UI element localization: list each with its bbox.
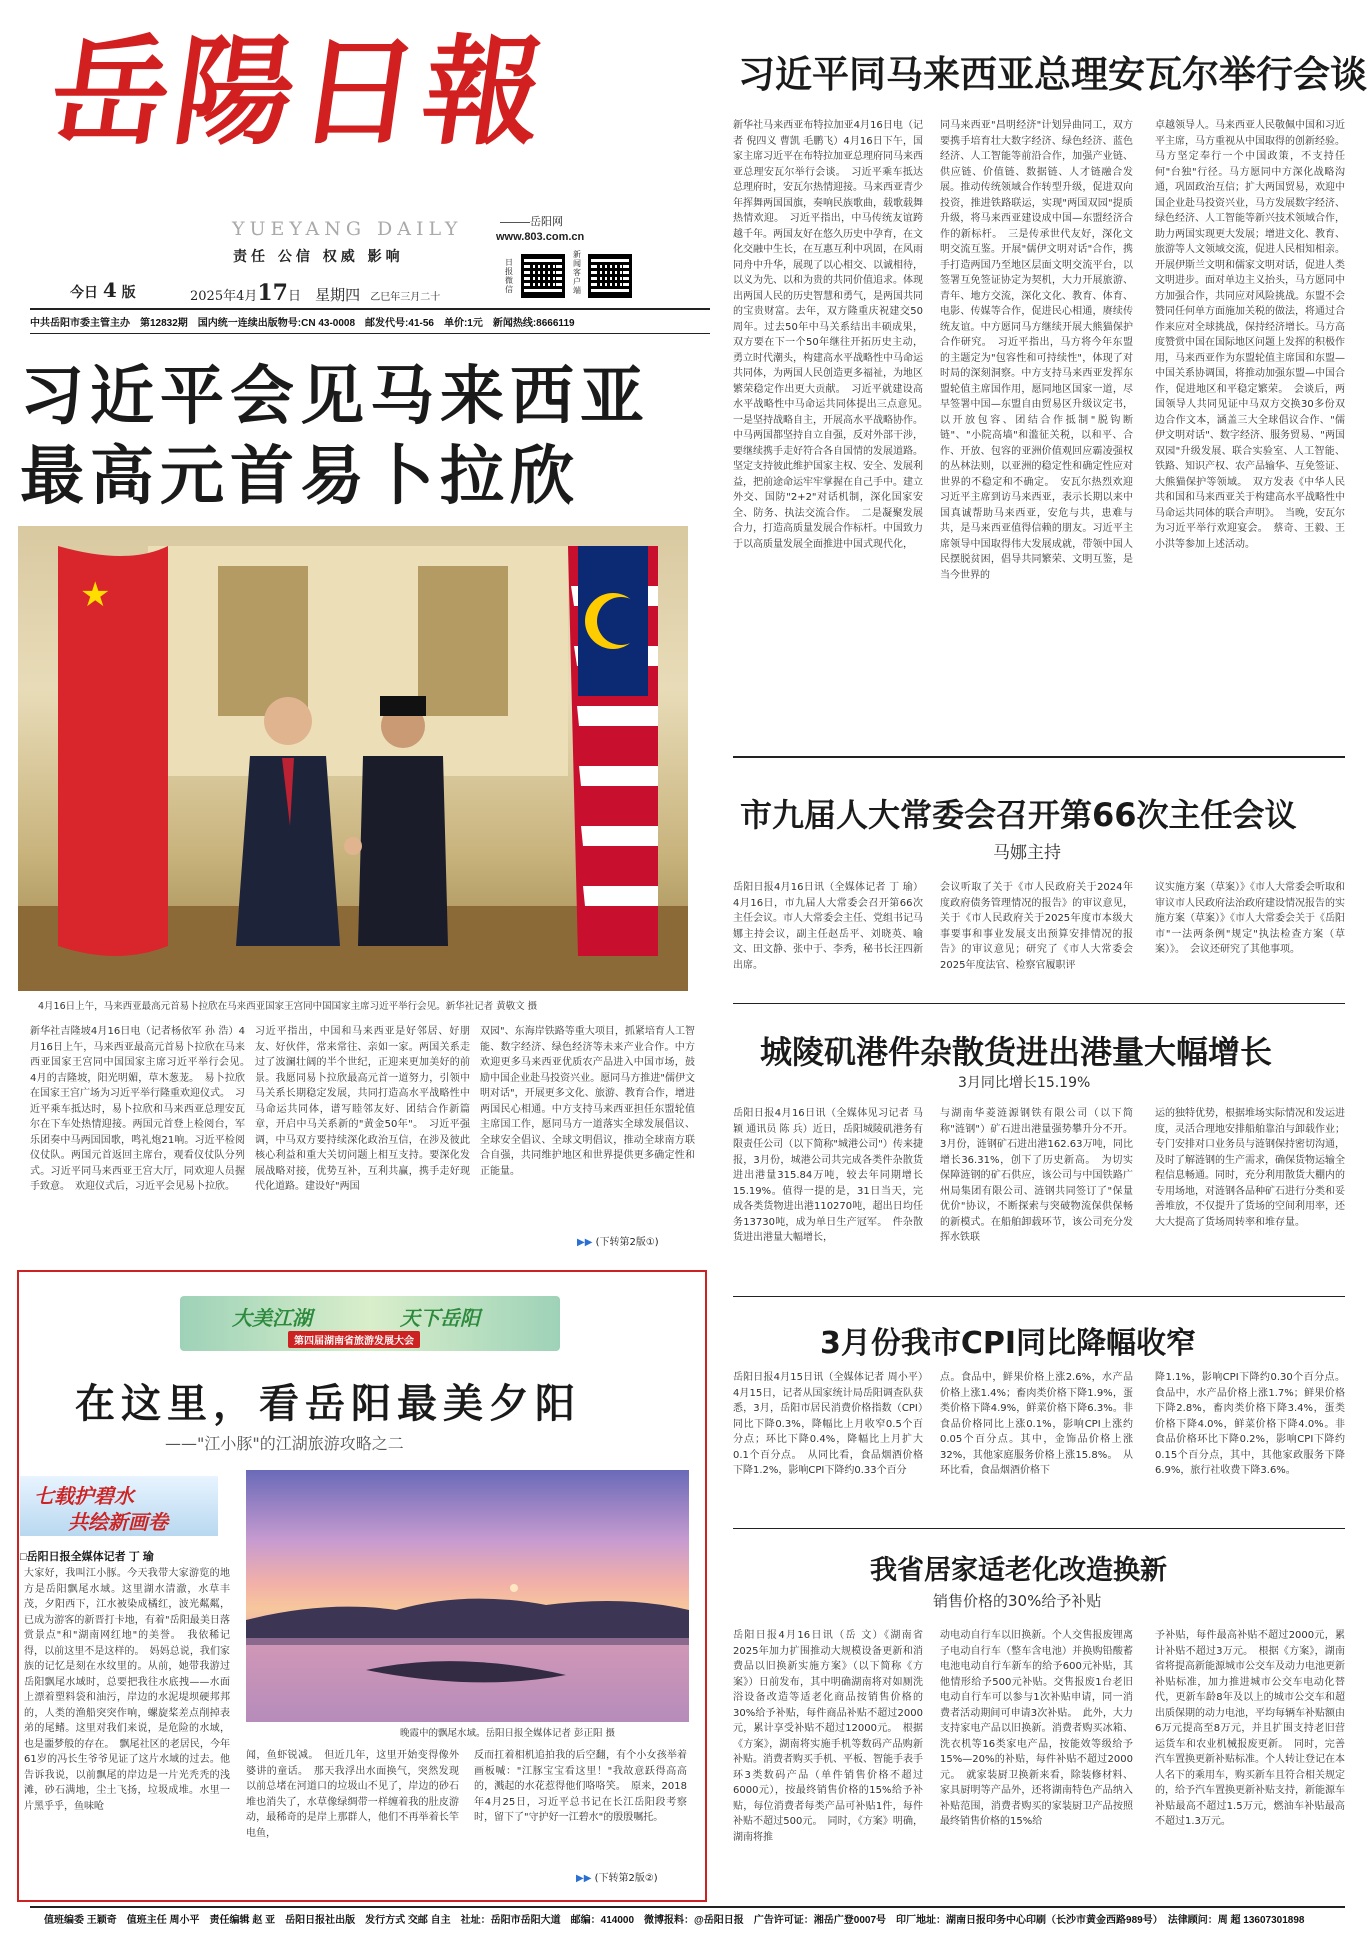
npc-col3: 议实施方案（草案）》《市人大常委会听取和审议市人民政府法治政府建设情况报告的实施方案（草案）》《市人大常委会关于《岳阳市"一法两条例"规定"执法检查方案（草案）》。 会议还研究了其他事项。 [1155, 882, 1345, 955]
tourism-col3: 反而扛着相机追拍我的后空翻，有个小女孩举着画板喊："江豚宝宝看这里！"我故意跃得高高的，溅起的水花惹得他们咯咯笑。 原来，2018年4月25日，习近平总书记在长江岳阳段考察时，留下了"守护好一江碧水"的殷殷嘱托。 [474, 1750, 687, 1823]
rule-port [733, 1003, 1345, 1004]
sunset-photo [246, 1470, 689, 1722]
logo-pinyin: YUEYANG DAILY [232, 218, 463, 240]
logo-motto: 责任 公信 权威 影响 [233, 249, 404, 265]
lead-continue [577, 1233, 659, 1248]
sunset-illustration [246, 1470, 689, 1722]
campaign-logo-line2: 共绘新画卷 [68, 1510, 168, 1534]
port-title: 城陵矶港件杂散货进出港量大幅增长 [760, 1033, 1273, 1071]
lead-title-line1: 习近平会见马来西亚 [20, 360, 650, 434]
npc-title: 市九届人大常委会召开第66次主任会议 [740, 796, 1297, 834]
date-suffix: 日 [287, 289, 301, 304]
talks-col3: 卓越领导人。马来西亚人民敬佩中国和习近平主席，马方重视从中国取得的创新经验。马方坚定奉行一个中国政策，不支持任何"台独"行径。马方愿同中方深化战略沟通，巩固政治互信；扩大两国贸易，欢迎中国企业赴马投资兴业，马方发展数字经济、绿色经济、人工智能等新兴技术领域合作，助力两国实现更大发展；增进文化、教育、旅游等人文领域交流，促进人民相知相亲。开展伊斯兰文明和儒家文明对话，促进人类文明进步。面对单边主义抬头，马方愿同中方加强合作，共同应对风险挑战。东盟不会赞同任何单方面施加关税的做法，将通过合作来应对全球挑战，保持经济增长。马方高度赞赏中国在国际地区问题上发挥的积极作用，马来西亚作为东盟轮值主席国和东盟—中国关系协调国，将推动加强东盟—中国合作，促进地区和平稳定繁荣。 会谈后，两国领导人共同见证中马双方交换30多份双边合作文本，涵盖三大全球倡议合作、"儒伊文明对话"、数字经济、服务贸易、"两国双园"升级发展、联合实验室、人工智能、铁路、知识产权、农产品输华、互免签证、大熊猫保护等领域。 双方发表《中华人民共和国和马来西亚关于构建高水平战略性中马命运共同体的联合声明》。 当晚，安瓦尔为习近平举行欢迎宴会。 蔡奇、王毅、王小洪等参加上述活动。 [1155, 120, 1345, 550]
aging-col1: 岳阳日报4月16日讯（岳 文）《湖南省2025年加力扩围推动大规模设备更新和消费品以旧换新实施方案》（以下简称《方案》）日前发布，其中明确湖南将对如厕洗浴设备改造等适老化商品按销售价格的30%给予补贴，每件商品补贴不超过2000元，累计享受补贴不超过12000元。 根据《方案》，湖南将实施手机等数码产品购新补贴。消费者购买手机、平板、智能手表手环3类数码产品（单件销售价格不超过6000元），按最终销售价格的15%给予补贴，每位消费者每类产品可补贴1件，每件补贴不超过500元。 同时，《方案》明确，湖南将推 [733, 1630, 923, 1843]
pages-suffix: 版 [121, 285, 136, 301]
talks-title: 习近平同马来西亚总理安瓦尔举行会谈 [738, 53, 1367, 96]
npc-col2: 会议听取了关于《市人民政府关于2024年度政府债务管理情况的报告》的审议意见，关于《市人民政府关于2025年度市本级大事要事和事业发展支出预算安排情况的报告》的审议意见；研究了《市人大常委会2025年度法官、检察官履职评 [940, 882, 1133, 971]
aging-subtitle: 销售价格的30%给予补贴 [933, 1592, 1102, 1610]
campaign-logo-line1: 七载护碧水 [34, 1484, 134, 1508]
weekday: 星期四 [315, 286, 361, 304]
continue-arrow-icon: ▶▶ [577, 1237, 593, 1248]
qr2-label: 新闻客户端 [573, 250, 581, 295]
lead-continue-label[interactable]: (下转第2版①) [595, 1237, 659, 1248]
continue-arrow-icon: ▶▶ [576, 1873, 592, 1884]
npc-subtitle: 马娜主持 [993, 843, 1061, 863]
port-col2: 与湖南华菱涟源钢铁有限公司（以下简称"涟钢"）矿石进出港量强势攀升分不开。3月份，涟钢矿石进出港162.63万吨，同比增长36.31%，创下了历史新高。 为切实保障涟钢的矿石供应，该公司与中国铁路广州局集团有限公司、涟钢共同签订了"保量优价"协议，不断探索与突破物流保供保畅的新模式。在船舶卸载环节，该公司充分发挥水铁联 [940, 1108, 1133, 1243]
tourism-subtitle: ——"江小豚"的江湖旅游攻略之二 [165, 1434, 404, 1453]
banner-left: 大美江湖 [232, 1306, 312, 1330]
qr1-label: 日报微信 [505, 258, 513, 294]
footer-rule [30, 1906, 1345, 1908]
lead-col3: 双园"、东海岸铁路等重大项目，抓紧培育人工智能、数字经济、绿色经济等未来产业合作。中方欢迎更多马来西亚优质农产品进入中国市场，鼓励中国企业赴马投资兴业。愿同马方推进"儒伊文明对话"，开展更多文化、旅游、教育合作，增进两国民心相通。中方支持马来西亚担任东盟轮值主席国工作，愿同马方一道落实全球发展倡议、全球安全倡议、全球文明倡议，推动全球南方联合自强，共同维护地区和世界提供更多确定性和正能量。 [480, 1026, 695, 1177]
lead-col2: 习近平指出，中国和马来西亚是好邻居、好朋友、好伙伴，常来常往、亲如一家。两国关系走过了波澜壮阔的半个世纪，正迎来更加美好的前景。我愿同易卜拉欣最高元首一道努力，引领中马关系长期稳定发展，共同打造高水平战略性中马命运共同体，谱写睦邻友好、团结合作新篇章，开启中马关系新的"黄金50年"。 习近平强调，中马双方要持续深化政治互信，在涉及彼此核心利益和重大关切问题上相互支持。要深化发展战略对接，优势互补，互利共赢，携手走好现代化道路。建设好"两国 [255, 1026, 470, 1192]
aging-title: 我省居家适老化改造换新 [870, 1555, 1167, 1586]
port-subtitle: 3月同比增长15.19% [958, 1075, 1091, 1091]
date-day: 17 [257, 280, 288, 306]
aging-col3: 予补贴，每件最高补贴不超过2000元，累计补贴不超过3万元。 根据《方案》，湖南省将提高新能源城市公交车及动力电池更新补贴标准，加力推进城市公交车电动化替代，更新车龄8年及以上的城市公交车和超出质保期的动力电池，平均每辆车补贴额由6万元提高至8万元，并且扩围支持老旧营运货车和农业机械报废更新。 同时，完善汽车置换更新补贴标准。个人转让登记在本人名下的乘用车，购买新车且符合相关规定的，给予汽车置换更新补贴支持，新能源车补贴最高不超过1.5万元，燃油车补贴最高不超过1.3万元。 [1155, 1630, 1345, 1827]
lead-title-line2: 最高元首易卜拉欣 [20, 440, 580, 514]
tourism-byline: □岳阳日报全媒体记者 丁 瑜 [20, 1551, 154, 1563]
cpi-col3: 降1.1%，影响CPI下降约0.30个百分点。食品中，水产品价格上涨1.7%；鲜果价格下降2.8%，畜肉类价格下降3.4%，蛋类价格下降4.0%，鲜菜价格下降4.0%。非食品价格环比下降0.2%，影响CPI下降约0.15个百分点，其中，其他家政服务下降6.9%，旅行社收费下降3.6%。 [1155, 1372, 1345, 1476]
newspaper-logo: 岳陽日報 [42, 22, 558, 161]
cpi-col2: 点。食品中，鲜果价格上涨2.6%，水产品价格上涨1.4%；畜肉类价格下降1.9%，蛋类价格下降4.9%，鲜菜价格下降6.3%。非食品价格同比上涨0.1%，影响CPI上涨约0.05个百分点。其中，金饰品价格上涨32%，其他家庭服务价格上涨15.8%。 从环比看，食品烟酒价格下 [940, 1372, 1133, 1476]
wechat-qr-code[interactable] [521, 254, 565, 298]
talks-col2: 同马来西亚"昌明经济"计划异曲同工，双方要携手培育壮大数字经济、绿色经济、蓝色经济、人工智能等前沿合作，加强产业链、供应链、价值链、数据链、人才链融合发展。推动传统领域合作转型升级，促进双向投资，推进铁路联运，实现"两国双园"提质升级，将马来西亚建设成中国—东盟经济合作的新标杆。 三是传承世代友好，深化文明交流互鉴。开展"儒伊文明对话"合作，携手打造两国乃至地区层面文明交流平台，以签署互免签证协定为契机，大力开展旅游、青年、地方交流，深化文化、教育、体育、电影、传媒等合作，促进民心相通，赓续传统友谊。中方愿同马方继续开展大熊猫保护合作研究。 习近平指出，马方将今年东盟的主题定为"包容性和可持续性"，体现了对时局的深刻洞察。中方支持马来西亚发挥东盟轮值主席国作用，愿同地区国家一道，尽早签署中国—东盟自由贸易区升级议定书，以开放包容、团结合作抵制"脱钩断链"、"小院高墙"和滥征关税，以和平、合作、开放、包容的亚洲价值观回应霸凌强权的丛林法则，以亚洲的稳定性和确定性应对世界的不稳定和不确定。 安瓦尔热烈欢迎习近平主席到访马来西亚，表示长期以来中国真诚帮助马来西亚，安危与共，患难与共，是马来西亚值得信赖的朋友。习近平主席领导中国取得伟大发展成就，带领中国人民摆脱贫困，倡导共同繁荣、文明互鉴，是当今世界的 [940, 120, 1133, 581]
issue-date [190, 280, 440, 306]
footer-imprint: 值班编委 王颖奇 值班主任 周小平 责任编辑 赵 亚 岳阳日报社出版 发行方式 交邮 自主 社址：岳阳市岳阳大道 邮编：414000 微博报料：@岳阳日报 广告许可证：湘岳广登0007号 印厂地址：湖南日报印务中心印刷（长沙市黄金西路989号） 法律顾问：周 超 13607301898 [44, 1915, 1305, 1926]
site-name: 岳阳网 [530, 216, 563, 228]
lead-col1: 新华社吉隆坡4月16日电（记者杨依军 孙 浩）4月16日上午，马来西亚最高元首易卜拉欣在马来西亚国家王宫同中国国家主席习近平举行会见。 4月的吉隆坡，阳光明媚，草木葱茏。 易卜拉欣在国家王宫广场为习近平举行隆重欢迎仪式。 习近平乘车抵达时，易卜拉欣和马来西亚总理安瓦尔在下车处热情迎接。两国元首登上检阅台，军乐团奏中马两国国歌，鸣礼炮21响。习近平检阅仪仗队。两国元首返回主席台，观看仪仗队分列式。习近平同马来西亚王宫大厅，同欢迎人员握手致意。 欢迎仪式后，习近平会见易卜拉欣。 [30, 1026, 255, 1192]
masthead [0, 0, 730, 306]
lead-photo [18, 526, 688, 991]
tourism-col1: 大家好，我叫江小豚。今天我带大家游览的地方是岳阳飘尾水域。这里湖水清澈，水草丰茂，夕阳西下，江水被染成橘红，波光粼粼，已成为游客的新晋打卡地，有着"岳阳最美日落赏景点"和"湖南网红地"的美誉。 我依稀记得，以前这里不是这样的。 妈妈总说，我们家族的记忆是刻在水纹里的。从前，她带我游过岳阳飘尾水域时，总要把我往水底拽——水面上漂着塑料袋和油污，岸边的水泥堤坝硬邦邦的，人类的渔船突突作响，螺旋桨差点削掉表弟的尾鳍。这里对我们来说，是危险的水域，也是噩梦般的存在。 飘尾社区的老居民，今年61岁的冯长生爷爷见证了这片水域的过去。他告诉我说，以前飘尾的岸边是一片光秃秃的浅滩，砂石满地，尘土飞扬，垃圾成堆。水里一片黑乎乎，鱼味呛 [24, 1568, 230, 1812]
cpi-title: 3月份我市CPI同比降幅收窄 [820, 1326, 1197, 1361]
campaign-logo [20, 1476, 218, 1536]
pages-prefix: 今日 [70, 285, 98, 301]
rule-cpi [733, 1296, 1345, 1297]
port-col3: 运的独特优势，根据堆场实际情况和发运进度，灵活合理地安排船舶靠泊与卸载作业；专门安排对口业务员与涟钢保持密切沟通，及时了解涟钢的生产需求，确保货物运输全程信息畅通。同时，充分利用散货大棚内的专用场地，对涟钢各品种矿石进行分类和妥善堆放，不仅提升了货场的空间利用率，还大大提高了货场周转率和堆存量。 [1155, 1108, 1345, 1228]
masthead-rule [30, 308, 710, 310]
date-prefix: 2025年4月 [190, 289, 258, 304]
tourism-banner [180, 1296, 560, 1351]
rule-npc [733, 756, 1345, 758]
svg-text:★: ★ [80, 575, 111, 615]
lunar-date: 乙巳年三月二十 [370, 292, 441, 303]
port-col1: 岳阳日报4月16日讯（全媒体见习记者 马 颖 通讯员 陈 兵）近日，岳阳城陵矶港务有限责任公司（以下简称"城港公司"）传来捷报，3月份，城港公司共完成各类件杂散货进出港量315.84万吨，较去年同期增长15.19%。值得一提的是，31日当天，完成各类货物进出港110270吨，超出日均任务13730吨，成为单日生产冠军。 件杂散货进出港量大幅增长， [733, 1108, 923, 1243]
pages-count: 4 [102, 278, 117, 302]
banner-sub: 第四届湖南省旅游发展大会 [288, 1331, 420, 1348]
rule-aging [733, 1528, 1345, 1529]
tourism-continue [576, 1869, 658, 1884]
lead-photo-illustration [18, 526, 688, 991]
banner-right: 天下岳阳 [400, 1306, 480, 1330]
cpi-col1: 岳阳日报4月15日讯（全媒体记者 周小平）4月15日，记者从国家统计局岳阳调查队获悉，3月，岳阳市居民消费价格指数（CPI）同比下降0.3%，降幅比上月收窄0.5个百分点；环比下降0.4%，降幅比上月扩大0.1个百分点。 从同比看，食品烟酒价格下降1.2%，影响CPI下降约0.33个百分 [733, 1372, 923, 1476]
sunset-photo-caption: 晚霞中的飘尾水域。岳阳日报全媒体记者 彭正阳 摄 [400, 1728, 616, 1739]
imprint-rule [30, 333, 710, 334]
tourism-col2: 闻，鱼虾锐减。 但近几年，这里开始变得像外婆讲的童话。 那天我浮出水面换气，突然发现以前总堵在河道口的垃圾山不见了，岸边的砂石堆也消失了，水草像绿绸带一样缠着我的肚皮游动，最稀奇的是岸上那群人，他们不再举着长竿电鱼， [246, 1750, 459, 1839]
talks-col1: 新华社马来西亚布特拉加亚4月16日电（记者 倪四义 曹凯 毛鹏飞）4月16日下午，国家主席习近平在布特拉加亚总理府同马来西亚总理安瓦尔举行会谈。 习近平乘车抵达总理府时，安瓦尔热情迎接。马来西亚青少年挥舞两国国旗，奏响民族歌曲，载歌载舞热情欢迎。 习近平指出，中马传统友谊跨越千年。两国友好在悠久历史中孕育，在文化交融中生长，在互惠互利中巩固，在风雨同舟中升华，展现了以心相交、以诚相待，以义为先、以和为贵的共同价值追求。体现出两国人民的历史智慧和勇气，是两国共同的宝贵财富。去年，双方隆重庆祝建交50周年。过去50年中马关系结出丰硕成果，双方要在下一个50年继往开拓历史主动，勇立时代潮头，构建高水平战略性中马命运共同体，为两国人民创造更多福祉，为地区繁荣稳定作出更大贡献。 习近平就建设高水平战略性中马命运共同体提出三点意见。 一是坚持战略自主，开展高水平战略协作。中马两国都坚持自立自强，反对外部干涉，要继续携手走好符合各自国情的发展道路。坚定支持彼此维护国家主权、安全、发展利益，把前途命运牢牢掌握在自己手中。建立外交、国防"2+2"对话机制，深化国家安全、防务、执法交流合作。 二是凝聚发展合力，打造高质量发展合作标杆。中国致力于以高质量发展全面推进中国式现代化， [733, 120, 933, 550]
tourism-continue-label[interactable]: (下转第2版②) [594, 1873, 658, 1884]
aging-col2: 动电动自行车以旧换新。个人交售报废锂离子电动自行车（整车含电池）并换购铅酸蓄电池电动自行车新车的给予600元补贴，其他情形给予500元补贴。交售报废1台老旧电动自行车可以参与1次补贴申请，同一消费者活动期间可申请3次补贴。 此外，大力支持家电产品以旧换新。消费者购买冰箱、洗衣机等16类家电产品，按能效等级给予15%—20%的补贴，每件补贴不超过2000元。 就家装厨卫换新来看，除装修材料、家具厨明等产品外，还将湖南特色产品纳入补贴范围，消费者购买的家装厨卫产品按照最终销售价格的15%给 [940, 1630, 1133, 1827]
site-url[interactable]: www.803.com.cn [496, 231, 585, 243]
npc-col1: 岳阳日报4月16日讯（全媒体记者 丁 瑜）4月16日，市九届人大常委会召开第66次主任会议。市人大常委会主任、党组书记马娜主持会议，副主任赵岳平、刘晓英、喻文、田文静、张中于、李秀，秘书长汪四新出席。 [733, 882, 923, 971]
imprint-line: 中共岳阳市委主管主办 第12832期 国内统一连续出版物号:CN 43-0008 邮发代号:41-56 单价:1元 新闻热线:8666119 [30, 318, 575, 329]
tourism-title: 在这里，看岳阳最美夕阳 [75, 1381, 581, 1427]
lead-photo-caption: 4月16日上午，马来西亚最高元首易卜拉欣在马来西亚国家王宫同中国国家主席习近平举行会见。新华社记者 黄敬文 摄 [38, 1001, 538, 1012]
issue-info [70, 278, 136, 302]
app-qr-code[interactable] [588, 254, 632, 298]
